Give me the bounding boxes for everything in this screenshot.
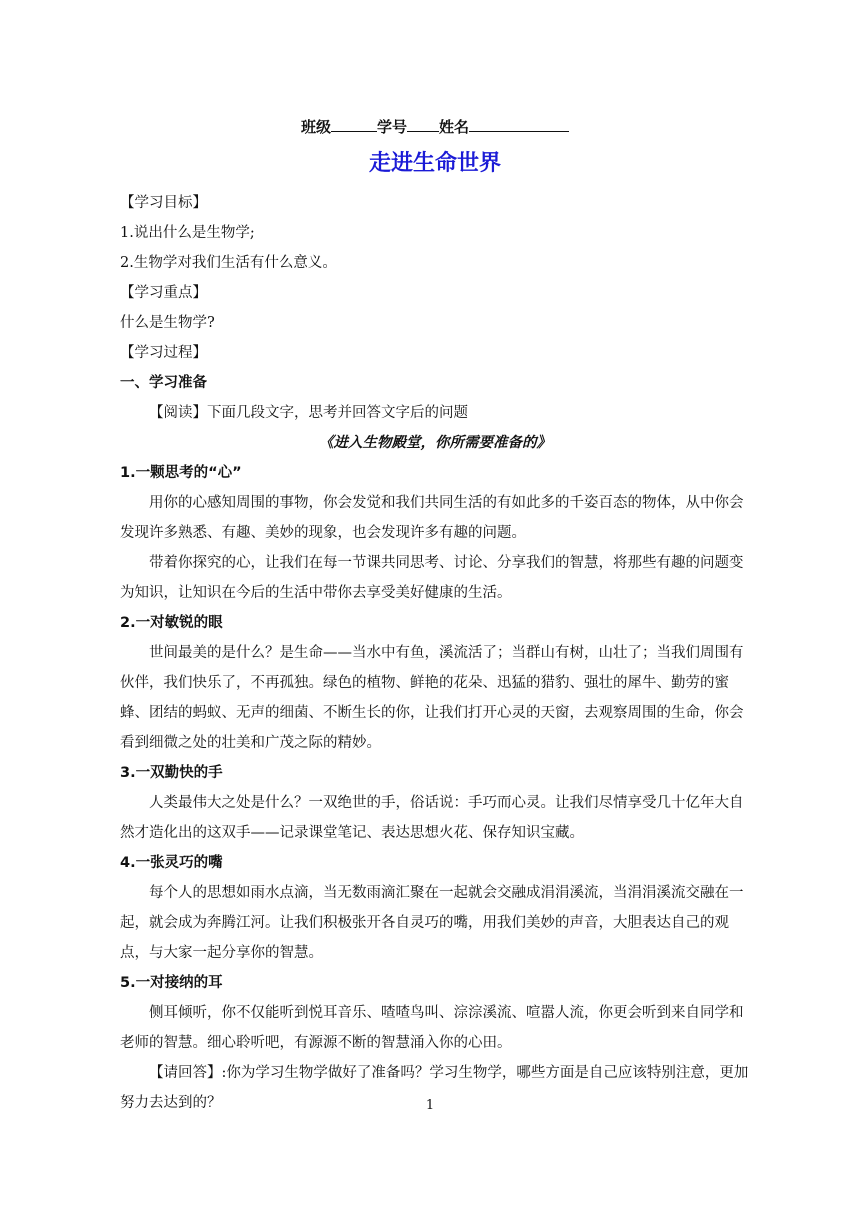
student-id-blank[interactable]	[407, 117, 439, 132]
item-paragraph: 用你的心感知周围的事物，你会发觉和我们共同生活的有如此多的千姿百态的物体，从中你会发现许多熟悉、有趣、美妙的现象，也会发现许多有趣的问题。	[120, 495, 744, 541]
goal-item-2: 2.生物学对我们生活有什么意义。	[120, 255, 337, 271]
item-paragraph: 世间最美的是什么？是生命——当水中有鱼，溪流活了；当群山有树，山壮了；当我们周围有伙伴，我们快乐了，不再孤独。绿色的植物、鲜艳的花朵、迅猛的猎豹、强壮的犀牛、勤劳的蜜蜂、团结的蚂蚁、无声的细菌、不断生长的你，让我们打开心灵的天窗，去观察周围的生命，你会看到细微之处的壮美和广茂之际的精妙。	[120, 645, 744, 751]
student-id-label: 学号	[376, 118, 407, 136]
name-blank[interactable]	[469, 117, 569, 132]
item-paragraph: 侧耳倾听，你不仅能听到悦耳音乐、喳喳鸟叫、淙淙溪流、喧嚣人流，你更会听到来自同学和老师的智慧。细心聆听吧，有源源不断的智慧涌入你的心田。	[120, 1005, 744, 1051]
item-heading: 5.一对接纳的耳	[120, 975, 223, 991]
class-label: 班级	[300, 118, 331, 136]
prep-heading: 一、学习准备	[120, 375, 207, 391]
item-paragraph: 带着你探究的心，让我们在每一节课共同思考、讨论、分享我们的智慧，将那些有趣的问题变为知识，让知识在今后的生活中带你去享受美好健康的生活。	[120, 555, 744, 601]
item-heading: 1.一颗思考的“心”	[120, 465, 242, 481]
reading-text: 下面几段文字，思考并回答文字后的问题	[207, 405, 468, 421]
reading-instruction	[120, 398, 750, 428]
key-text: 什么是生物学?	[120, 315, 215, 331]
item-paragraph: 人类最伟大之处是什么？一双绝世的手，俗话说：手巧而心灵。让我们尽情享受几十亿年大自然才造化出的这双手——记录课堂笔记、表达思想火花、保存知识宝藏。	[120, 795, 744, 841]
item-heading: 4.一张灵巧的嘴	[120, 855, 223, 871]
item-heading: 3.一双勤快的手	[120, 765, 223, 781]
name-label: 姓名	[439, 118, 470, 136]
goal-item-1: 1.说出什么是生物学;	[120, 225, 255, 241]
key-heading: 【学习重点】	[120, 285, 207, 301]
reading-tag: 【阅读】	[149, 405, 207, 421]
page-number: 1	[425, 1098, 435, 1113]
document-content	[120, 112, 750, 1118]
student-info-line	[120, 112, 750, 142]
page-title: 走进生命世界	[368, 151, 501, 176]
item-paragraph: 每个人的思想如雨水点滴，当无数雨滴汇聚在一起就会交融成涓涓溪流，当涓涓溪流交融在一起，就会成为奔腾江河。让我们积极张开各自灵巧的嘴，用我们美妙的声音，大胆表达自己的观点，与大家一起分享你的智慧。	[120, 885, 744, 961]
question-tag: 【请回答】:	[149, 1065, 227, 1081]
process-heading: 【学习过程】	[120, 345, 207, 361]
goal-heading: 【学习目标】	[120, 195, 207, 211]
item-heading: 2.一对敏锐的眼	[120, 615, 223, 631]
article-title: 《进入生物殿堂，你所需要准备的》	[319, 435, 551, 451]
question-text: 你为学习生物学做好了准备吗？学习生物学，哪些方面是自己应该特别注意，更加努力去达到的？	[120, 1065, 749, 1111]
class-blank[interactable]	[331, 117, 377, 132]
